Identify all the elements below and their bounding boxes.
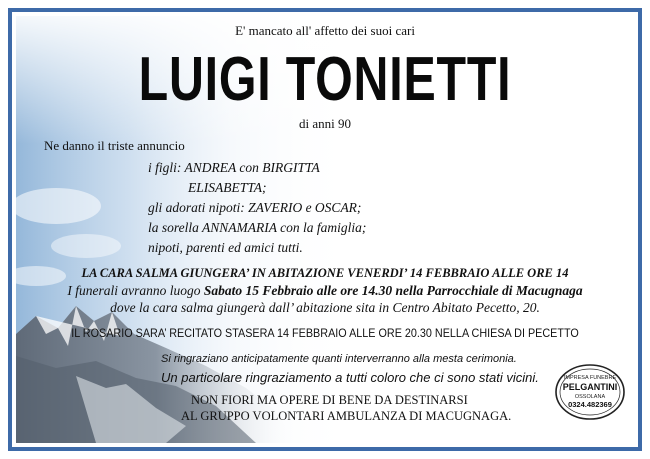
family-line: ELISABETTA; (188, 180, 267, 195)
intro-line: E' mancato all' affetto dei suoi cari (235, 23, 415, 38)
rosary-notice: IL ROSARIO SARA’ RECITATO STASERA 14 FEBBRAIO ALLE ORE 20.30 NELLA CHIESA DI PECETTO (71, 326, 579, 340)
body-arrival-notice: LA CARA SALMA GIUNGERA’ IN ABITAZIONE VENERDI’ 14 FEBBRAIO ALLE ORE 14 (81, 266, 569, 280)
deceased-name: LUIGI TONIETTI (138, 45, 512, 114)
logo-top-text: IMPRESA FUNEBRE (563, 375, 617, 381)
family-line: nipoti, parenti ed amici tutti. (148, 240, 303, 255)
family-line: i figli: ANDREA con BIRGITTA (148, 160, 320, 175)
no-flowers-line-2: AL GRUPPO VOLONTARI AMBULANZA DI MACUGNAGA. (181, 409, 512, 423)
family-line: la sorella ANNAMARIA con la famiglia; (148, 220, 367, 235)
funeral-details (16, 283, 634, 299)
family-line: gli adorati nipoti: ZAVERIO e OSCAR; (148, 200, 362, 215)
obituary-notice (16, 16, 634, 443)
logo-town-text: OSSOLANA (574, 394, 606, 400)
funeral-prefix: I funerali avranno luogo (67, 283, 204, 298)
thanks-line-2: Un particolare ringraziamento a tutti coloro che ci sono stati vicini. (161, 370, 539, 385)
funeral-origin: dove la cara salma giungerà dall’ abitazione sita in Centro Abitato Pecetto, 20. (110, 300, 540, 315)
logo-phone-text: 0324.482369 (568, 400, 612, 409)
funeral-date-place: Sabato 15 Febbraio alle ore 14.30 nella Parrocchiale di Macugnaga (203, 283, 583, 298)
deceased-age: di anni 90 (299, 116, 351, 131)
thanks-line-1: Si ringraziano anticipatamente quanti interverranno alla mesta cerimonia. (161, 353, 517, 365)
logo-name-text: PELGANTINI (562, 382, 618, 392)
funeral-home-logo (554, 362, 626, 422)
no-flowers-line-1: NON FIORI MA OPERE DI BENE DA DESTINARSI (191, 393, 468, 407)
announcement-line: Ne danno il triste annuncio (44, 138, 185, 153)
